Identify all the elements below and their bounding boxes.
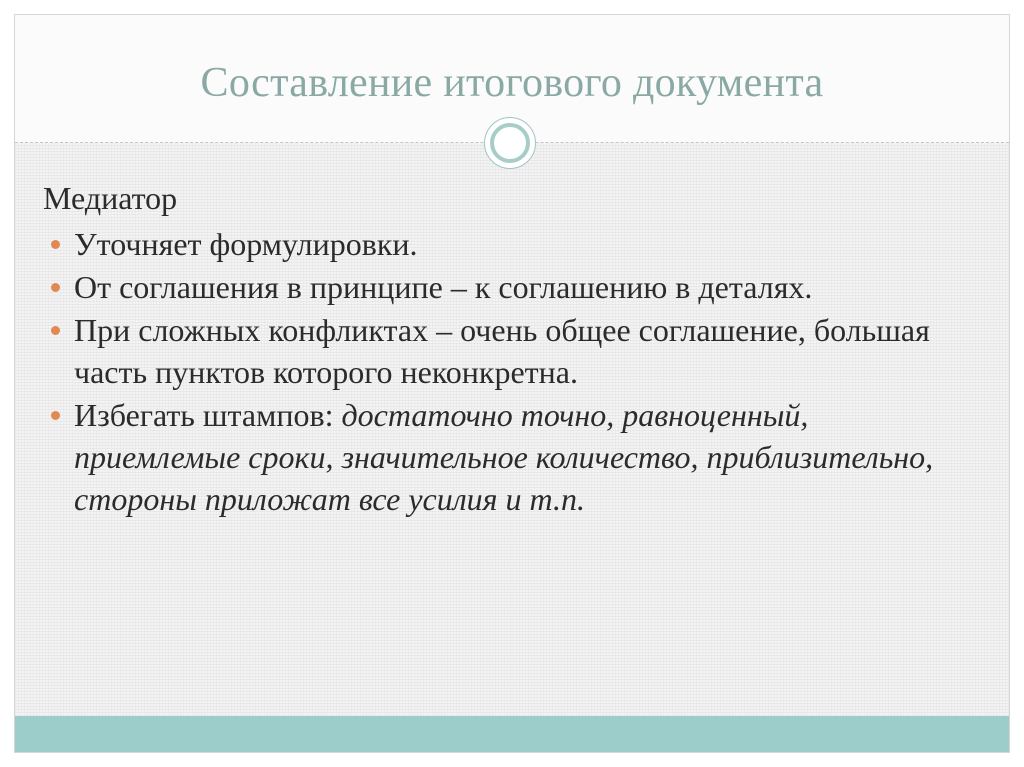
bullet-item <box>43 309 973 393</box>
slide-body <box>43 177 973 521</box>
bullet-text: Уточняет формулировки. <box>74 226 418 262</box>
bullet-text: При сложных конфликтах – очень общее соглашение, большая часть пунктов которого неконкретна. <box>74 312 930 390</box>
bullet-list <box>43 223 973 520</box>
slide-title: Составление итогового документа <box>200 60 824 106</box>
lead-text: Медиатор <box>43 180 178 216</box>
bullet-item <box>43 266 973 308</box>
slide <box>14 14 1010 753</box>
bullet-italic-text: достаточно точно, равноценный, приемлемые сроки, значительное количество, приблизительно, стороны приложат все усилия и т.п. <box>74 397 934 517</box>
circle-ornament-icon <box>484 117 536 169</box>
bullet-text: От соглашения в принципе – к соглашению в деталях. <box>74 269 813 305</box>
bullet-dot-icon <box>51 283 60 292</box>
bullet-dot-icon <box>51 326 60 335</box>
footer-bar <box>15 716 1009 752</box>
bullet-dot-icon <box>51 240 60 249</box>
bullet-item <box>43 394 973 520</box>
bullet-dot-icon <box>51 411 60 420</box>
bullet-item <box>43 223 973 265</box>
bullet-text: Избегать штампов: <box>74 397 342 433</box>
circle-ornament-inner <box>490 123 530 163</box>
